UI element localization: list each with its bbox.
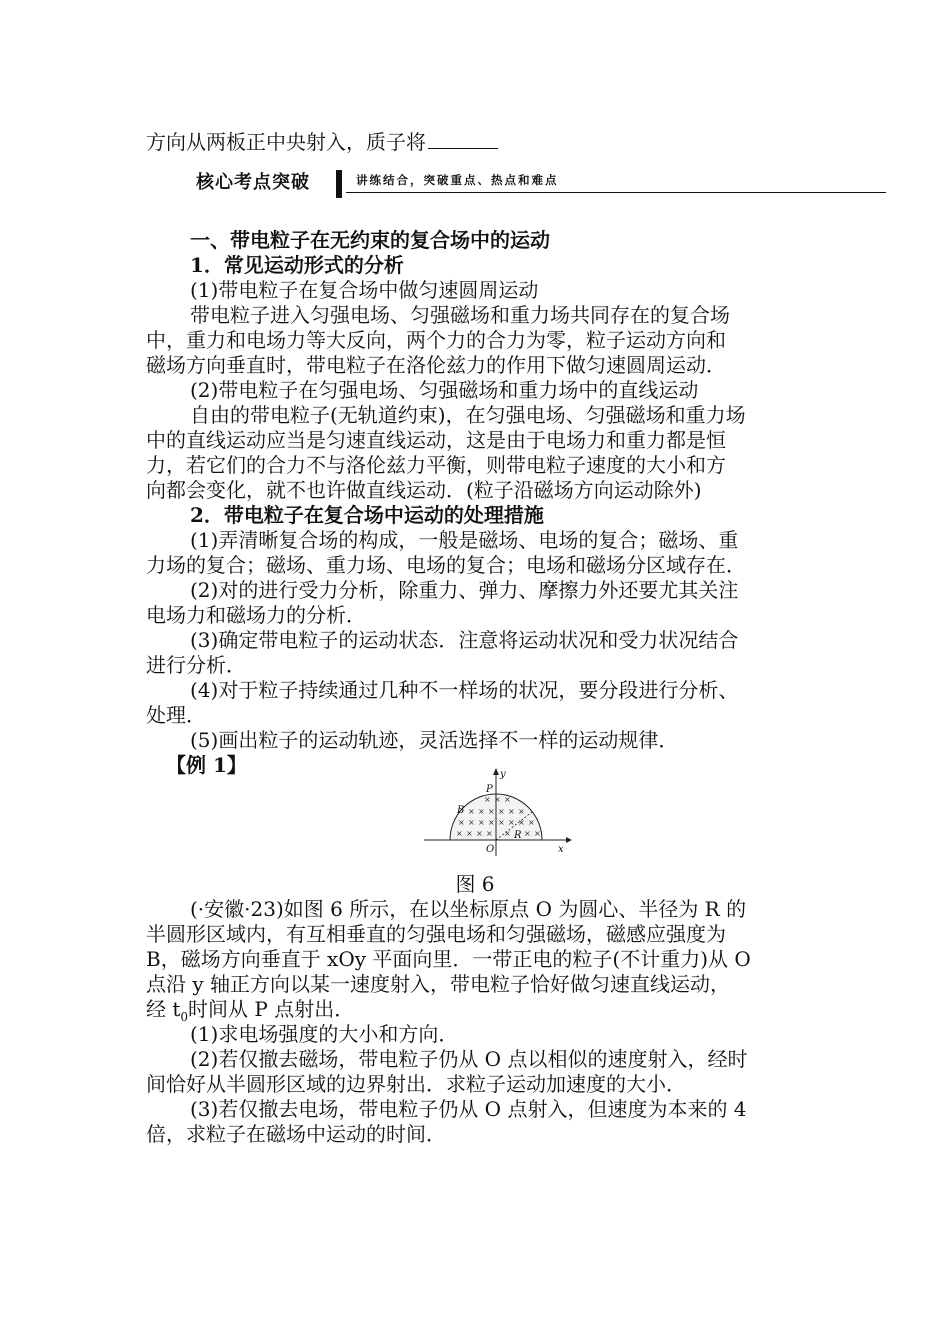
section-heading: 一、带电粒子在无约束的复合场中的运动 (190, 228, 550, 252)
svg-text:×: × (456, 829, 463, 838)
paragraph-title-2: (2)带电粒子在匀强电场、匀强磁场和重力场中的直线运动 (190, 378, 699, 402)
question-text: 方向从两板正中央射入，质子将 (146, 130, 426, 154)
figure-caption: 图 6 (455, 872, 495, 896)
svg-text:×: × (508, 818, 515, 827)
subquestion-3: (3)若仅撤去电场，带电粒子仍从 O 点射入，但速度为本来的 4 (190, 1097, 747, 1121)
svg-text:×: × (466, 829, 473, 838)
subsection-heading-1: 1．常见运动形式的分析 (190, 253, 404, 277)
radius-r-label: R (514, 830, 522, 841)
question-line: 半圆形区域内，有互相垂直的匀强电场和匀强磁场，磁感应强度为 (146, 922, 726, 946)
subquestion-3-cont: 倍，求粒子在磁场中运动的时间． (146, 1122, 446, 1146)
svg-text:×: × (534, 829, 541, 838)
svg-text:×: × (528, 818, 535, 827)
subquestion-1: (1)求电场强度的大小和方向． (190, 1022, 459, 1046)
paragraph-line: 中，重力和电场力等大反向，两个力的合力为零，粒子运动方向和 (146, 328, 726, 352)
question-text-b: 时间从 P 点射出． (188, 997, 355, 1021)
paragraph-line: 磁场方向垂直时，带电粒子在洛伦兹力的作用下做匀速圆周运动． (146, 353, 726, 377)
method-item-2-cont: 电场力和磁场力的分析． (146, 603, 366, 627)
svg-text:×: × (504, 795, 511, 804)
paragraph-line: 向都会变化，就不也许做直线运动．(粒子沿磁场方向运动除外) (146, 478, 702, 502)
method-item-1-cont: 力场的复合；磁场、重力场、电场的复合；电场和磁场分区域存在． (146, 553, 746, 577)
banner-rule (346, 192, 886, 193)
method-item-1: (1)弄清晰复合场的构成，一般是磁场、电场的复合；磁场、重 (190, 528, 739, 552)
answer-blank (428, 130, 498, 149)
svg-text:×: × (484, 795, 491, 804)
question-line: (·安徽·23)如图 6 所示，在以坐标原点 O 为圆心、半径为 R 的 (190, 897, 747, 921)
subsection-heading-2: 2．带电粒子在复合场中运动的处理措施 (190, 503, 544, 527)
banner-subtitle: 讲练结合，突破重点、热点和难点 (356, 173, 559, 187)
x-axis-label: x (558, 844, 564, 855)
svg-text:×: × (468, 818, 475, 827)
continued-question-line (146, 130, 816, 155)
point-p-label: P (486, 784, 493, 795)
svg-text:×: × (488, 818, 495, 827)
method-item-4-cont: 处理． (146, 703, 206, 727)
svg-text:×: × (498, 807, 505, 816)
svg-text:×: × (488, 807, 495, 816)
svg-text:×: × (504, 829, 511, 838)
paragraph-line: 中的直线运动应当是匀速直线运动，这是由于电场力和重力都是恒 (146, 428, 726, 452)
field-b-label: B (457, 805, 465, 816)
svg-text:×: × (468, 807, 475, 816)
svg-text:×: × (518, 807, 525, 816)
question-text-a: 经 t (146, 997, 181, 1021)
svg-text:×: × (494, 795, 501, 804)
method-item-3: (3)确定带电粒子的运动状态．注意将运动状况和受力状况结合 (190, 628, 739, 652)
svg-text:×: × (524, 829, 531, 838)
method-item-4: (4)对于粒子持续通过几种不一样场的状况，要分段进行分析、 (190, 678, 739, 702)
banner-title: 核心考点突破 (190, 170, 318, 196)
origin-o-label: O (486, 844, 495, 855)
t-subscript: 0 (180, 1010, 189, 1024)
paragraph-line: 带电粒子进入匀强电场、匀强磁场和重力场共同存在的复合场 (190, 303, 730, 327)
paragraph-line: 力，若它们的合力不与洛伦兹力平衡，则带电粒子速度的大小和方 (146, 453, 726, 477)
svg-text:×: × (476, 829, 483, 838)
svg-text:×: × (458, 818, 465, 827)
y-axis-arrow (493, 768, 499, 775)
subquestion-2: (2)若仅撤去磁场，带电粒子仍从 O 点以相似的速度射入，经时 (190, 1047, 748, 1071)
svg-text:×: × (508, 807, 515, 816)
svg-text:×: × (486, 829, 493, 838)
svg-text:×: × (478, 818, 485, 827)
paragraph-title-1: (1)带电粒子在复合场中做匀速圆周运动 (190, 278, 539, 302)
semicircle-field-figure (420, 766, 580, 858)
paragraph-line: 自由的带电粒子(无轨道约束)，在匀强电场、匀强磁场和重力场 (190, 403, 746, 427)
banner-divider (336, 170, 342, 198)
question-line: 点沿 y 轴正方向以某一速度射入，带电粒子恰好做匀速直线运动， (146, 972, 731, 996)
example-label: 【例 1】 (166, 753, 247, 777)
section-banner (190, 168, 886, 200)
subquestion-2-cont: 间恰好从半圆形区域的边界射出．求粒子运动加速度的大小． (146, 1072, 686, 1096)
x-axis-arrow (566, 837, 572, 843)
question-line: B，磁场方向垂直于 xOy 平面向里．一带正电的粒子(不计重力)从 O (146, 947, 751, 971)
svg-text:×: × (518, 818, 525, 827)
y-axis-label: y (500, 769, 506, 780)
method-item-2: (2)对的进行受力分析，除重力、弹力、摩擦力外还要尤其关注 (190, 578, 739, 602)
method-item-5: (5)画出粒子的运动轨迹，灵活选择不一样的运动规律． (190, 728, 679, 752)
svg-text:×: × (478, 807, 485, 816)
svg-text:×: × (498, 818, 505, 827)
method-item-3-cont: 进行分析． (146, 653, 246, 677)
